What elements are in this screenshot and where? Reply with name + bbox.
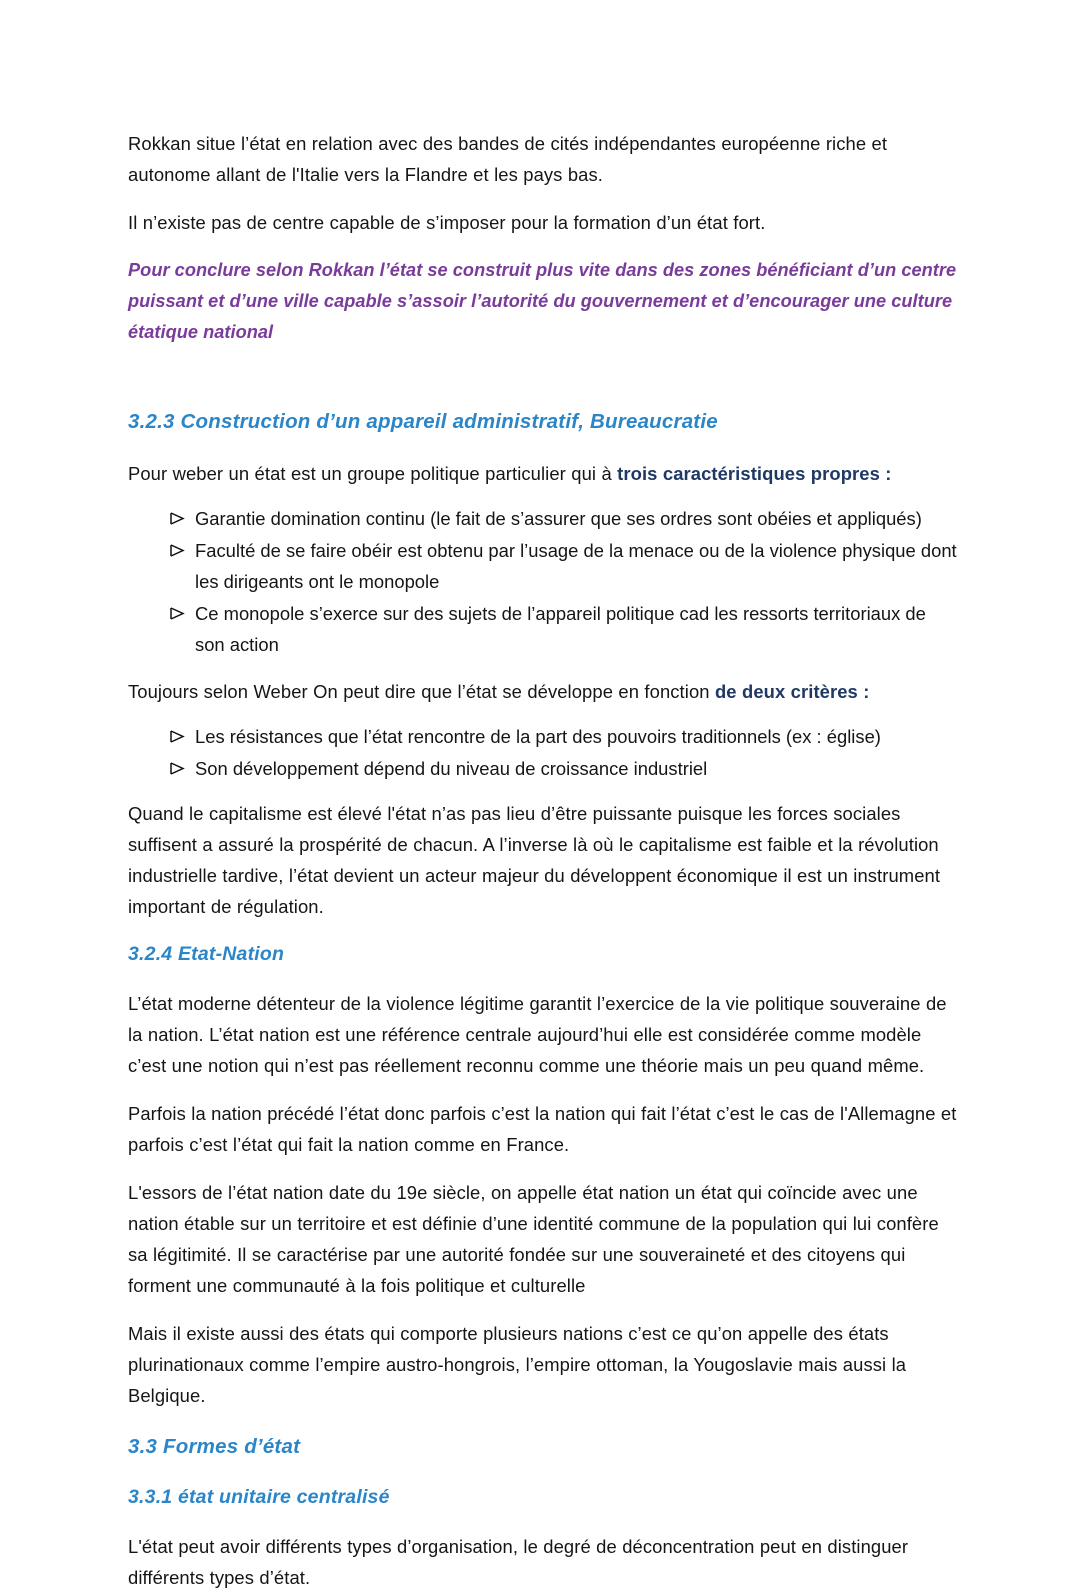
list-item-label: Ce monopole s’exerce sur des sujets de l’appareil politique cad les ressorts territoriaux de son action: [195, 603, 926, 655]
arrow-bullet-icon: [170, 753, 188, 775]
arrow-bullet-icon: [170, 721, 188, 743]
list-item: [128, 721, 958, 752]
paragraph-criteres-lead: [128, 676, 958, 707]
emphasis-trois-caracteristiques: trois caractéristiques propres :: [617, 463, 892, 484]
list-item-label: Faculté de se faire obéir est obtenu par l’usage de la menace ou de la violence physique dont les dirigeants ont le monopole: [195, 540, 957, 592]
heading-3-2-4: 3.2.4 Etat-Nation: [128, 943, 285, 965]
arrow-bullet-icon: [170, 598, 188, 620]
paragraph-etat-moderne: L’état moderne détenteur de la violence légitime garantit l’exercice de la vie politique souveraine de la nation. L’état nation est une référence centrale aujourd’hui elle est considérée comme modèle c’est une notion qui n’est pas réellement reconnu comme une théorie mais un peu quand même.: [128, 993, 947, 1076]
heading-3-3-1: 3.3.1 état unitaire centralisé: [128, 1486, 390, 1508]
list-trois-caracteristiques: [128, 503, 958, 660]
heading-3-3: 3.3 Formes d’état: [128, 1435, 301, 1458]
list-item: [128, 535, 958, 597]
arrow-bullet-icon: [170, 503, 188, 525]
arrow-bullet-icon: [170, 535, 188, 557]
emphasis-deux-criteres: de deux critères :: [714, 681, 870, 702]
paragraph-organisation: L'état peut avoir différents types d’organisation, le degré de déconcentration peut en distinguer différents types d’état.: [128, 1536, 909, 1588]
paragraph-weber-lead: [128, 458, 958, 489]
list-item-label: Son développement dépend du niveau de croissance industriel: [195, 758, 708, 779]
list-item: [128, 753, 958, 784]
list-item: [128, 598, 958, 660]
list-item: [128, 503, 958, 534]
paragraph-conclusion-emphasis: Pour conclure selon Rokkan l’état se construit plus vite dans des zones bénéficiant d’un centre puissant et d’une ville capable s’assoir l’autorité du gouvernement et d’encourager une culture étatique national: [128, 260, 957, 342]
list-item-label: Les résistances que l’état rencontre de la part des pouvoirs traditionnels (ex : église): [195, 726, 881, 747]
paragraph-criteres-lead-text: Toujours selon Weber On peut dire que l’état se développe en fonction: [128, 681, 715, 702]
list-deux-criteres: [128, 721, 958, 784]
heading-3-2-3: 3.2.3 Construction d’un appareil administratif, Bureaucratie: [128, 410, 718, 433]
paragraph-centre: Il n’existe pas de centre capable de s’imposer pour la formation d’un état fort.: [128, 212, 766, 233]
list-item-label: Garantie domination continu (le fait de s’assurer que ses ordres sont obéies et appliqués): [195, 508, 922, 529]
paragraph-parfois: Parfois la nation précédé l’état donc parfois c’est la nation qui fait l’état c’est le cas de l'Allemagne et parfois c’est l’état qui fait la nation comme en France.: [128, 1103, 957, 1155]
paragraph-capitalisme: Quand le capitalisme est élevé l'état n’as pas lieu d’être puissante puisque les forces sociales suffisent a assuré la prospérité de chacun. A l’inverse là où le capitalisme est faible et la révolution industrielle tardive, l’état devient un acteur majeur du développent économique il est un instrument important de régulation.: [128, 803, 941, 917]
paragraph-weber-lead-text: Pour weber un état est un groupe politique particulier qui à: [128, 463, 618, 484]
paragraph-rokkan: Rokkan situe l’état en relation avec des bandes de cités indépendantes européenne riche et autonome allant de l'Italie vers la Flandre et les pays bas.: [128, 133, 888, 185]
paragraph-essors: L'essors de l’état nation date du 19e siècle, on appelle état nation un état qui coïncide avec une nation étable sur un territoire et est définie d’une identité commune de la population qui lui confère sa légitimité. Il se caractérise par une autorité fondée sur une souveraineté et des citoyens qui forment une communauté à la fois politique et culturelle: [128, 1182, 939, 1296]
paragraph-plurinationaux: Mais il existe aussi des états qui comporte plusieurs nations c’est ce qu’on appelle des états plurinationaux comme l’empire austro-hongrois, l’empire ottoman, la Yougoslavie mais aussi la Belgique.: [128, 1323, 907, 1406]
document-body: [128, 128, 958, 1593]
